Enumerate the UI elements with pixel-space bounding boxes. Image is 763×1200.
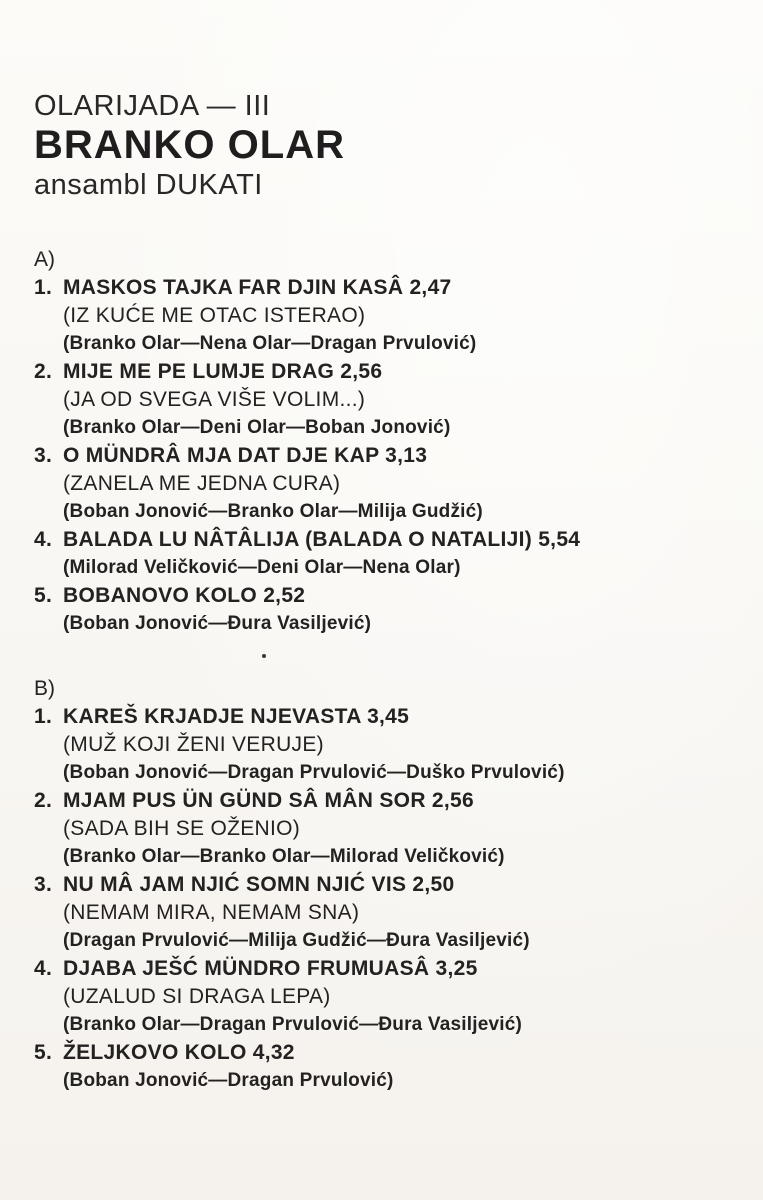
artist-name: BRANKO OLAR <box>34 123 345 167</box>
track-title: NU MÂ JAM NJIĆ SOMN NJIĆ VIS 2,50 <box>63 873 455 896</box>
track-translation: (NEMAM MIRA, NEMAM SNA) <box>63 901 360 924</box>
track-number: 2. <box>34 789 53 812</box>
track-title-row <box>34 703 565 731</box>
track-title-row <box>34 1039 565 1067</box>
track-credits: (Branko Olar—Dragan Prvulović—Đura Vasiljević) <box>63 1014 523 1035</box>
track-credits: (Dragan Prvulović—Milija Gudžić—Đura Vasiljević) <box>63 930 530 951</box>
track-b1 <box>34 703 565 787</box>
track-title-row <box>34 582 580 610</box>
track-title: MASKOS TAJKA FAR DJIN KASÂ 2,47 <box>63 276 452 299</box>
track-number: 5. <box>34 1041 53 1064</box>
track-title: BALADA LU NÂTÂLIJA (BALADA O NATALIJI) 5,54 <box>63 528 581 551</box>
track-b5 <box>34 1039 565 1095</box>
track-title-row <box>34 274 580 302</box>
track-translation: (UZALUD SI DRAGA LEPA) <box>63 985 331 1008</box>
track-a1 <box>34 274 580 358</box>
track-a2 <box>34 358 580 442</box>
track-title: KAREŠ KRJADJE NJEVASTA 3,45 <box>63 705 410 728</box>
track-b4 <box>34 955 565 1039</box>
track-number: 3. <box>34 873 53 896</box>
track-title-row <box>34 358 580 386</box>
track-number: 1. <box>34 705 53 728</box>
track-translation: (JA OD SVEGA VIŠE VOLIM...) <box>63 388 366 411</box>
track-a5 <box>34 582 580 638</box>
track-title: DJABA JEŠĆ MÜNDRO FRUMUASÂ 3,25 <box>63 957 478 980</box>
header <box>34 88 345 204</box>
series-title: OLARIJADA — III <box>34 90 271 122</box>
track-title: O MÜNDRÂ MJA DAT DJE KAP 3,13 <box>63 444 428 467</box>
side-a-tracklist <box>34 246 580 638</box>
print-speck <box>262 654 266 658</box>
track-number: 4. <box>34 528 53 551</box>
track-title: MJAM PUS ÜN GÜND SÂ MÂN SOR 2,56 <box>63 789 474 812</box>
track-title-row <box>34 787 565 815</box>
track-title: MIJE ME PE LUMJE DRAG 2,56 <box>63 360 383 383</box>
track-translation: (MUŽ KOJI ŽENI VERUJE) <box>63 733 324 756</box>
track-credits: (Branko Olar—Branko Olar—Milorad Veličković) <box>63 846 505 867</box>
track-b3 <box>34 871 565 955</box>
track-a3 <box>34 442 580 526</box>
track-title-row <box>34 871 565 899</box>
track-credits: (Boban Jonović—Branko Olar—Milija Gudžić) <box>63 501 483 522</box>
track-credits: (Boban Jonović—Dragan Prvulović—Duško Prvulović) <box>63 762 565 783</box>
side-b-tracklist <box>34 675 565 1095</box>
track-translation: (ZANELA ME JEDNA CURA) <box>63 472 341 495</box>
track-title-row <box>34 442 580 470</box>
track-credits: (Branko Olar—Nena Olar—Dragan Prvulović) <box>63 333 477 354</box>
track-title: BOBANOVO KOLO 2,52 <box>63 584 306 607</box>
track-number: 5. <box>34 584 53 607</box>
track-title: ŽELJKOVO KOLO 4,32 <box>63 1041 295 1064</box>
track-number: 2. <box>34 360 53 383</box>
track-title-row <box>34 526 580 554</box>
track-credits: (Boban Jonović—Dragan Prvulović) <box>63 1070 394 1091</box>
track-translation: (IZ KUĆE ME OTAC ISTERAO) <box>63 304 366 327</box>
track-title-row <box>34 955 565 983</box>
track-credits: (Milorad Veličković—Deni Olar—Nena Olar) <box>63 557 461 578</box>
track-credits: (Boban Jonović—Đura Vasiljević) <box>63 613 372 634</box>
side-b-label: B) <box>34 677 55 700</box>
track-number: 4. <box>34 957 53 980</box>
track-credits: (Branko Olar—Deni Olar—Boban Jonović) <box>63 417 451 438</box>
side-a-label: A) <box>34 248 55 271</box>
track-translation: (SADA BIH SE OŽENIO) <box>63 817 301 840</box>
track-a4 <box>34 526 580 582</box>
ensemble-name: ansambl DUKATI <box>34 169 263 201</box>
track-number: 3. <box>34 444 53 467</box>
track-number: 1. <box>34 276 53 299</box>
track-b2 <box>34 787 565 871</box>
